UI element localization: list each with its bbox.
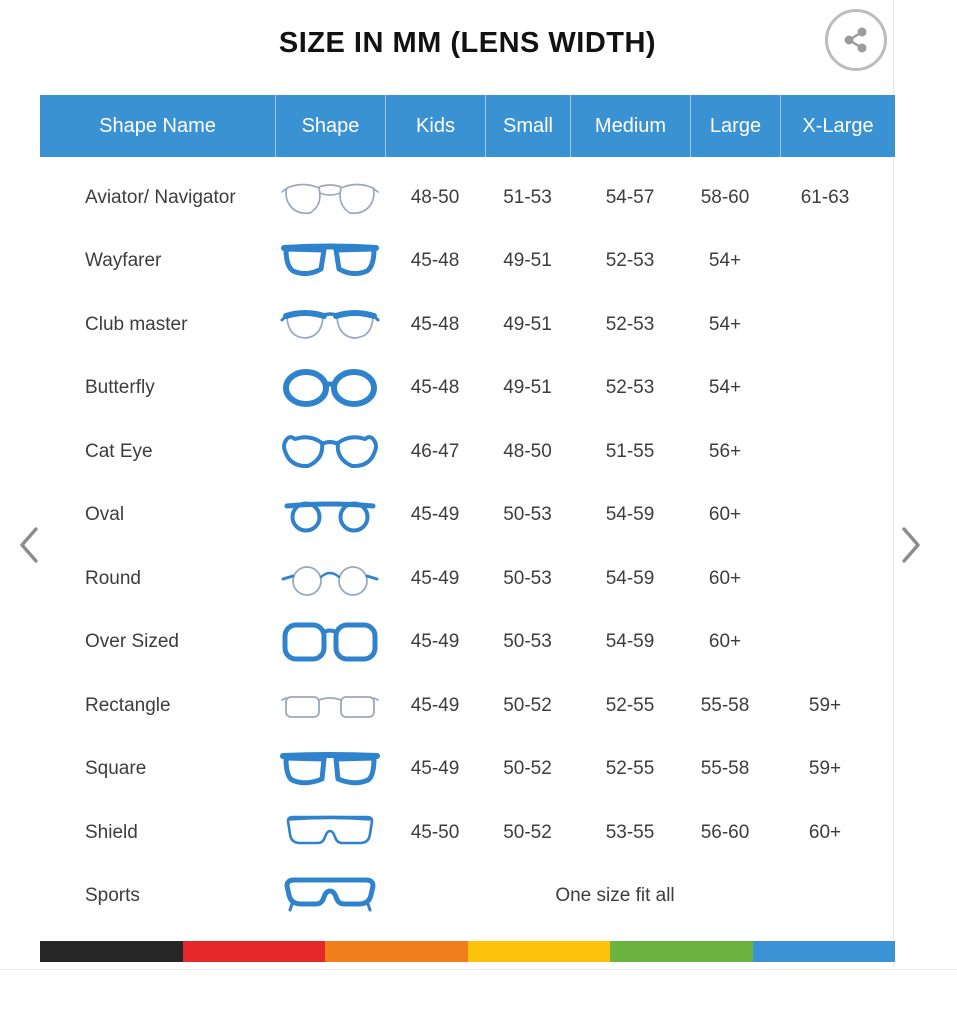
shape-name-cell: Over Sized (85, 631, 179, 653)
clubmaster-glasses-icon (280, 302, 380, 348)
size-cell-kids: 48-50 (410, 186, 460, 208)
one-size-note: One size fit all (555, 885, 675, 907)
wayfarer-glasses-icon (280, 238, 380, 284)
shape-name-cell: Shield (85, 821, 138, 843)
size-cell-kids: 46-47 (410, 440, 460, 462)
shape-cell (275, 556, 385, 602)
shape-name-cell: Round (85, 567, 141, 589)
size-cell-medium: 51-55 (605, 440, 655, 462)
aviator-navigator-glasses-icon (280, 175, 380, 221)
oversized-glasses-icon (280, 619, 380, 665)
oval-glasses-icon (280, 492, 380, 538)
shape-name-cell: Club master (85, 313, 188, 335)
page-title: SIZE IN MM (LENS WIDTH) (278, 27, 657, 59)
size-cell-small: 50-53 (503, 631, 552, 653)
size-cell-medium: 54-59 (605, 631, 655, 653)
shape-cell (275, 492, 385, 538)
shape-cell (275, 365, 385, 411)
table-row (40, 801, 895, 865)
table-row (40, 166, 895, 230)
size-cell-large: 55-58 (700, 694, 750, 716)
size-cell-kids: 45-49 (410, 758, 460, 780)
round-glasses-icon (280, 556, 380, 602)
size-cell-kids: 45-48 (410, 250, 460, 272)
shape-name-cell: Wayfarer (85, 250, 162, 272)
shape-name-cell: Aviator/ Navigator (85, 186, 236, 208)
footer-color-segment (753, 941, 896, 962)
shape-name-cell: Butterfly (85, 377, 155, 399)
page-divider (0, 969, 957, 970)
share-button[interactable] (825, 9, 887, 71)
size-cell-kids: 45-48 (410, 313, 460, 335)
shape-name-cell: Sports (85, 885, 140, 907)
shape-name-cell: Oval (85, 504, 125, 526)
carousel-next-button[interactable] (898, 525, 924, 568)
size-cell-small: 50-53 (503, 567, 552, 589)
butterfly-glasses-icon (280, 365, 380, 411)
size-cell-small: 50-53 (503, 504, 552, 526)
size-cell-xlarge: 59+ (808, 758, 842, 780)
shape-cell (275, 873, 385, 919)
size-cell-kids: 45-49 (410, 567, 460, 589)
size-cell-large: 60+ (708, 631, 742, 653)
table-row (40, 738, 895, 802)
size-cell-large: 54+ (708, 377, 742, 399)
sports-glasses-icon (280, 873, 380, 919)
size-cell-kids: 45-49 (410, 504, 460, 526)
size-cell-small: 48-50 (503, 440, 552, 462)
size-cell-large: 56+ (708, 440, 742, 462)
size-cell-medium: 52-55 (605, 758, 655, 780)
size-cell-small: 51-53 (503, 186, 552, 208)
shape-cell (275, 238, 385, 284)
table-row (40, 611, 895, 675)
shape-name-cell: Square (85, 758, 147, 780)
column-header-xlarge: X-Large (780, 95, 895, 157)
size-cell-small: 49-51 (503, 313, 552, 335)
size-cell-medium: 53-55 (605, 821, 655, 843)
table-body (40, 166, 895, 928)
shield-glasses-icon (280, 810, 380, 856)
shape-cell (275, 810, 385, 856)
size-cell-xlarge: 59+ (808, 694, 842, 716)
size-cell-medium: 54-57 (605, 186, 655, 208)
shape-name-cell: Cat Eye (85, 440, 153, 462)
size-cell-small: 50-52 (503, 694, 552, 716)
column-header-kids: Kids (385, 95, 485, 157)
chevron-right-icon (898, 525, 924, 565)
shape-cell (275, 302, 385, 348)
table-row (40, 357, 895, 421)
size-cell-xlarge: 61-63 (800, 186, 850, 208)
shape-cell (275, 619, 385, 665)
table-row (40, 420, 895, 484)
size-cell-small: 49-51 (503, 250, 552, 272)
size-cell-large: 60+ (708, 567, 742, 589)
footer-color-segment (610, 941, 753, 962)
size-cell-kids: 45-49 (410, 631, 460, 653)
footer-color-segment (468, 941, 611, 962)
size-cell-xlarge: 60+ (808, 821, 842, 843)
chevron-left-icon (16, 525, 42, 565)
column-header-small: Small (485, 95, 570, 157)
size-cell-medium: 54-59 (605, 504, 655, 526)
shape-name-cell: Rectangle (85, 694, 171, 716)
size-cell-large: 54+ (708, 250, 742, 272)
size-cell-medium: 54-59 (605, 567, 655, 589)
size-cell-large: 56-60 (700, 821, 750, 843)
carousel-prev-button[interactable] (16, 525, 42, 568)
table-row (40, 547, 895, 611)
rectangle-glasses-icon (280, 683, 380, 729)
table-row (40, 674, 895, 738)
size-cell-medium: 52-53 (605, 313, 655, 335)
size-cell-large: 58-60 (700, 186, 750, 208)
table-row (40, 293, 895, 357)
table-row (40, 484, 895, 548)
column-header-shape: Shape (275, 95, 385, 157)
shape-cell (275, 175, 385, 221)
share-icon (840, 24, 872, 56)
footer-color-segment (325, 941, 468, 962)
size-cell-kids: 45-50 (410, 821, 460, 843)
footer-color-segment (183, 941, 326, 962)
size-cell-medium: 52-53 (605, 250, 655, 272)
footer-color-bar (40, 941, 895, 962)
table-row (40, 230, 895, 294)
cat-eye-glasses-icon (280, 429, 380, 475)
column-header-medium: Medium (570, 95, 690, 157)
column-header-large: Large (690, 95, 780, 157)
size-cell-large: 54+ (708, 313, 742, 335)
table-row (40, 865, 895, 929)
table-header (40, 95, 895, 157)
footer-color-segment (40, 941, 183, 962)
size-cell-kids: 45-49 (410, 694, 460, 716)
size-cell-medium: 52-53 (605, 377, 655, 399)
size-cell-kids: 45-48 (410, 377, 460, 399)
size-cell-small: 50-52 (503, 821, 552, 843)
size-cell-large: 55-58 (700, 758, 750, 780)
size-cell-medium: 52-55 (605, 694, 655, 716)
size-cell-small: 50-52 (503, 758, 552, 780)
shape-cell (275, 683, 385, 729)
size-cell-large: 60+ (708, 504, 742, 526)
size-cell-small: 49-51 (503, 377, 552, 399)
shape-cell (275, 429, 385, 475)
shape-cell (275, 746, 385, 792)
column-header-shape-name: Shape Name (99, 114, 216, 137)
square-glasses-icon (280, 746, 380, 792)
